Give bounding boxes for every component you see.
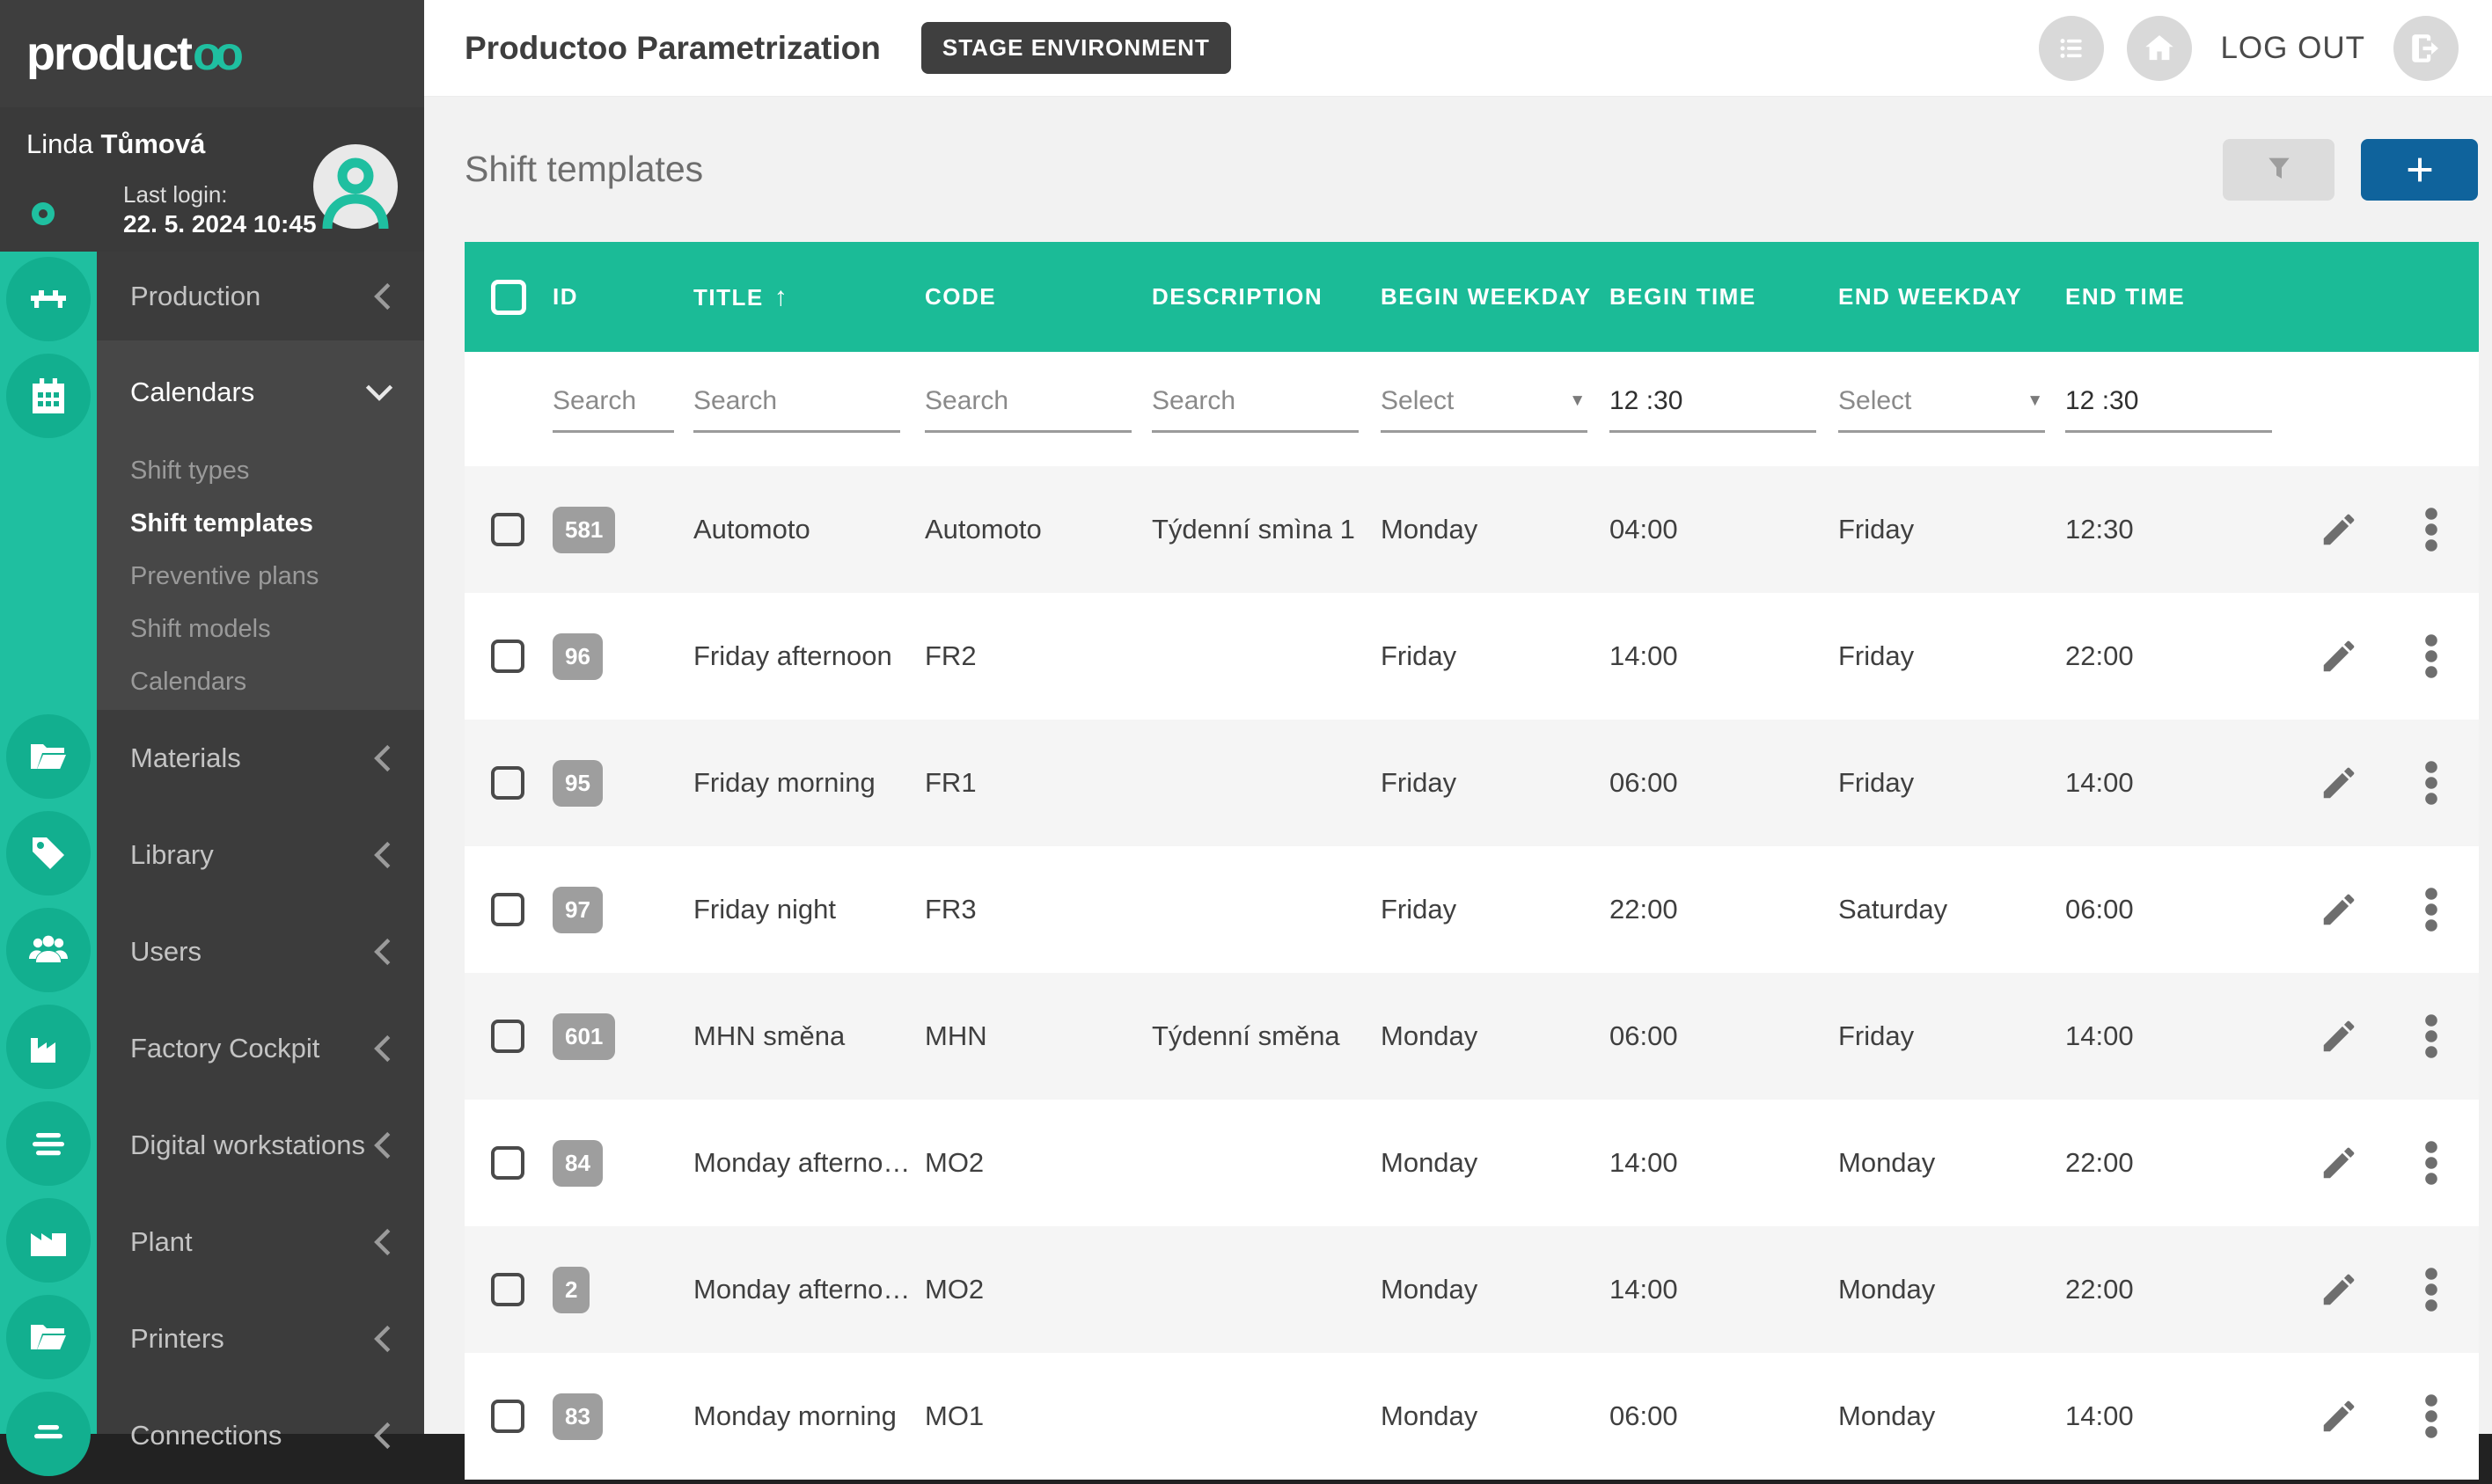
sidebar-item-label: Digital workstations — [130, 1129, 366, 1160]
sidebar-item-production[interactable] — [97, 252, 424, 340]
calendar-icon[interactable] — [6, 354, 91, 438]
row-actions — [2253, 887, 2479, 932]
topbar — [424, 0, 2492, 97]
id-badge: 581 — [553, 507, 615, 553]
table-row[interactable] — [465, 466, 2479, 593]
chevron-left-icon — [371, 937, 394, 967]
cell-end-weekday: Monday — [1838, 1274, 1936, 1305]
cell-begin-weekday: Monday — [1381, 1274, 1478, 1305]
cell-code: FR2 — [925, 640, 977, 671]
edit-pencil-icon[interactable] — [2319, 1016, 2359, 1056]
kebab-menu-icon[interactable] — [2424, 760, 2438, 806]
sidebar-subitem-shift-models[interactable]: Shift models — [130, 615, 271, 643]
cell-code: Automoto — [925, 514, 1042, 545]
plant-factory-icon[interactable] — [6, 1198, 91, 1283]
row-actions — [2253, 1013, 2479, 1059]
cell-title: Friday night — [693, 894, 836, 925]
tag-icon[interactable] — [6, 811, 91, 896]
cell-code: MO2 — [925, 1147, 985, 1178]
kebab-menu-icon[interactable] — [2424, 1267, 2438, 1312]
edit-pencil-icon[interactable] — [2319, 1143, 2359, 1183]
column-header-begin-weekday[interactable]: BEGIN WEEKDAY — [1381, 283, 1592, 310]
row-checkbox[interactable] — [491, 766, 524, 800]
page-title: Shift templates — [465, 149, 704, 189]
sidebar-subitem-preventive-plans[interactable]: Preventive plans — [130, 562, 319, 590]
sidebar-item-users[interactable] — [97, 903, 424, 1000]
cell-end-time: 14:00 — [2065, 767, 2134, 798]
begin-weekday-select[interactable]: Select ▼ — [1381, 386, 1587, 433]
row-checkbox[interactable] — [491, 893, 524, 926]
kebab-menu-icon[interactable] — [2424, 507, 2438, 552]
sidebar-item-label: Factory Cockpit — [130, 1033, 320, 1064]
connections-icon[interactable] — [6, 1392, 91, 1476]
table-row[interactable] — [465, 720, 2479, 846]
sidebar-item-label: Calendars — [130, 376, 255, 407]
sidebar-item-label: Materials — [130, 742, 241, 773]
cell-code: MO1 — [925, 1400, 985, 1431]
home-icon — [2141, 30, 2178, 67]
cell-begin-time: 14:00 — [1609, 1147, 1678, 1178]
logout-button[interactable]: LOG OUT — [2220, 30, 2365, 65]
user-panel — [0, 107, 424, 252]
column-header-id[interactable]: ID — [553, 283, 578, 310]
cell-code: FR1 — [925, 767, 977, 798]
topbar-actions — [2039, 16, 2459, 81]
kebab-menu-icon[interactable] — [2424, 1393, 2438, 1439]
plus-icon — [2402, 152, 2437, 187]
chevron-left-icon — [371, 1034, 394, 1064]
cell-code: MO2 — [925, 1274, 985, 1305]
add-button[interactable] — [2361, 139, 2478, 201]
sidebar-subitem-calendars[interactable]: Calendars — [130, 668, 247, 696]
table-row[interactable] — [465, 1100, 2479, 1226]
kebab-menu-icon[interactable] — [2424, 1140, 2438, 1186]
funnel-icon — [2261, 152, 2297, 187]
table-row[interactable] — [465, 846, 2479, 973]
app-title: Productoo Parametrization — [465, 29, 881, 66]
chevron-left-icon — [371, 1130, 394, 1160]
id-badge: 97 — [553, 887, 603, 933]
cell-end-time: 22:00 — [2065, 640, 2134, 671]
search-code-input[interactable]: Search — [925, 386, 1132, 433]
sidebar-item-printers[interactable] — [97, 1290, 424, 1387]
sidebar-item-label: Library — [130, 839, 214, 870]
cell-begin-weekday: Monday — [1381, 514, 1478, 545]
cell-begin-time: 06:00 — [1609, 767, 1678, 798]
home-button[interactable] — [2127, 16, 2192, 81]
chevron-left-icon — [371, 743, 394, 773]
cell-begin-weekday: Friday — [1381, 640, 1457, 671]
cell-end-weekday: Saturday — [1838, 894, 1948, 925]
row-actions — [2253, 760, 2479, 806]
row-actions — [2253, 633, 2479, 679]
cell-begin-weekday: Monday — [1381, 1020, 1478, 1051]
edit-pencil-icon[interactable] — [2319, 1269, 2359, 1310]
cell-end-weekday: Friday — [1838, 1020, 1915, 1051]
edit-pencil-icon[interactable] — [2319, 1396, 2359, 1436]
cell-begin-time: 04:00 — [1609, 514, 1678, 545]
cell-title: MHN směna — [693, 1020, 846, 1051]
lines-icon[interactable] — [6, 1101, 91, 1186]
cell-end-weekday: Monday — [1838, 1400, 1936, 1431]
end-weekday-select[interactable]: Select ▼ — [1838, 386, 2045, 433]
cell-end-time: 22:00 — [2065, 1274, 2134, 1305]
row-checkbox[interactable] — [491, 1020, 524, 1053]
cell-begin-weekday: Friday — [1381, 894, 1457, 925]
kebab-menu-icon[interactable] — [2424, 887, 2438, 932]
table-row[interactable] — [465, 1353, 2479, 1480]
row-actions — [2253, 1140, 2479, 1186]
dropdown-arrow-icon: ▼ — [1569, 391, 1586, 410]
folder-open-icon[interactable] — [6, 714, 91, 799]
cell-end-time: 22:00 — [2065, 1147, 2134, 1178]
column-header-end-weekday[interactable]: END WEEKDAY — [1838, 283, 2023, 310]
search-description-input[interactable]: Search — [1152, 386, 1359, 433]
kebab-menu-icon[interactable] — [2424, 1013, 2438, 1059]
cell-end-weekday: Friday — [1838, 767, 1915, 798]
column-header-description[interactable]: DESCRIPTION — [1152, 283, 1323, 310]
sort-asc-icon: ↑ — [773, 281, 789, 311]
cell-description: Týdenní směna — [1152, 1020, 1340, 1051]
status-ring-icon — [32, 202, 55, 225]
id-badge: 83 — [553, 1393, 603, 1440]
last-login — [123, 179, 317, 239]
cell-title: Monday morning — [693, 1400, 897, 1431]
cell-title: Friday morning — [693, 767, 876, 798]
sidebar-item-calendars[interactable] — [97, 340, 424, 444]
edit-pencil-icon[interactable] — [2319, 889, 2359, 930]
sidebar-item-label: Production — [130, 280, 261, 311]
cell-title: Monday afterno… — [693, 1147, 911, 1178]
last-login-label: Last login: — [123, 181, 228, 208]
dropdown-arrow-icon: ▼ — [2027, 391, 2043, 410]
table-body — [465, 466, 2479, 1480]
id-badge: 96 — [553, 633, 603, 680]
sidebar-item-label: Plant — [130, 1226, 193, 1257]
table-row[interactable] — [465, 973, 2479, 1100]
row-checkbox[interactable] — [491, 513, 524, 546]
cell-begin-weekday: Friday — [1381, 767, 1457, 798]
users-icon[interactable] — [6, 908, 91, 992]
chevron-down-icon — [364, 381, 394, 404]
shift-templates-table — [465, 242, 2479, 1434]
sidebar-item-label: Users — [130, 936, 202, 967]
list-icon — [2054, 31, 2089, 66]
production-line-icon[interactable] — [6, 257, 91, 341]
column-header-title[interactable]: TITLE ↑ — [693, 281, 789, 311]
row-checkbox[interactable] — [491, 640, 524, 673]
cell-end-time: 12:30 — [2065, 514, 2134, 545]
chevron-left-icon — [371, 281, 394, 311]
user-name: Linda Tůmová — [26, 128, 206, 159]
select-all-checkbox[interactable] — [491, 280, 526, 315]
head-buttons — [2223, 139, 2478, 201]
sidebar-subitem-shift-types[interactable]: Shift types — [130, 457, 250, 485]
person-icon — [313, 144, 398, 229]
cell-begin-time: 06:00 — [1609, 1020, 1678, 1051]
cell-end-weekday: Friday — [1838, 640, 1915, 671]
sidebar-item-label: Connections — [130, 1420, 282, 1451]
cell-end-weekday: Monday — [1838, 1147, 1936, 1178]
row-checkbox[interactable] — [491, 1400, 524, 1433]
id-badge: 601 — [553, 1013, 615, 1060]
logo[interactable] — [0, 0, 424, 107]
cell-begin-time: 22:00 — [1609, 894, 1678, 925]
table-row[interactable] — [465, 1226, 2479, 1353]
calendars-submenu — [97, 444, 424, 710]
search-title-input[interactable]: Search — [693, 386, 900, 433]
column-header-end-time[interactable]: END TIME — [2065, 283, 2186, 310]
row-actions — [2253, 1393, 2479, 1439]
row-actions — [2253, 1267, 2479, 1312]
sidebar-item-materials[interactable] — [97, 710, 424, 807]
sidebar-menu — [97, 252, 424, 1451]
sidebar-item-digital-workstations[interactable] — [97, 1097, 424, 1194]
sidebar — [0, 0, 424, 1451]
kebab-menu-icon[interactable] — [2424, 633, 2438, 679]
cell-code: MHN — [925, 1020, 987, 1051]
cell-end-time: 14:00 — [2065, 1400, 2134, 1431]
sidebar-section-calendars — [97, 340, 424, 710]
end-time-input[interactable]: 12 :30 — [2065, 386, 2272, 433]
column-header-code[interactable]: CODE — [925, 283, 997, 310]
factory-icon[interactable] — [6, 1005, 91, 1089]
id-badge: 95 — [553, 760, 603, 807]
cell-title: Automoto — [693, 514, 810, 545]
cell-title: Monday afterno… — [693, 1274, 911, 1305]
cell-end-time: 06:00 — [2065, 894, 2134, 925]
edit-pencil-icon[interactable] — [2319, 509, 2359, 550]
chevron-left-icon — [371, 1324, 394, 1354]
cell-description: Týdenní smìna 1 — [1152, 514, 1355, 545]
cell-begin-weekday: Monday — [1381, 1400, 1478, 1431]
row-checkbox[interactable] — [491, 1273, 524, 1306]
cell-end-time: 14:00 — [2065, 1020, 2134, 1051]
sidebar-subitem-shift-templates[interactable]: Shift templates — [130, 509, 313, 537]
edit-pencil-icon[interactable] — [2319, 636, 2359, 676]
cell-end-weekday: Friday — [1838, 514, 1915, 545]
logout-icon — [2408, 30, 2444, 67]
sidebar-item-plant[interactable] — [97, 1194, 424, 1290]
table-row[interactable] — [465, 593, 2479, 720]
chevron-left-icon — [371, 1227, 394, 1257]
logout-icon-button[interactable] — [2393, 16, 2459, 81]
cell-title: Friday afternoon — [693, 640, 892, 671]
sidebar-item-library[interactable] — [97, 807, 424, 903]
sidebar-item-connections[interactable] — [97, 1387, 424, 1484]
printers-folder-icon[interactable] — [6, 1295, 91, 1379]
chevron-left-icon — [371, 840, 394, 870]
cell-begin-weekday: Monday — [1381, 1147, 1478, 1178]
row-checkbox[interactable] — [491, 1146, 524, 1180]
cell-begin-time: 14:00 — [1609, 1274, 1678, 1305]
search-id-input[interactable]: Search — [553, 386, 674, 433]
column-header-begin-time[interactable]: BEGIN TIME — [1609, 283, 1756, 310]
icon-rail — [0, 252, 97, 1434]
filter-button[interactable] — [2223, 139, 2334, 201]
cell-code: FR3 — [925, 894, 977, 925]
chevron-left-icon — [371, 1421, 394, 1451]
main-content — [424, 97, 2492, 1434]
logo-text: product — [26, 27, 191, 80]
row-actions — [2253, 507, 2479, 552]
cell-begin-time: 14:00 — [1609, 640, 1678, 671]
cell-begin-time: 06:00 — [1609, 1400, 1678, 1431]
productoo-logo — [26, 26, 237, 81]
avatar — [313, 144, 398, 229]
page-head — [465, 97, 2478, 242]
sidebar-item-factory-cockpit[interactable] — [97, 1000, 424, 1097]
last-login-value: 22. 5. 2024 10:45 — [123, 210, 317, 238]
environment-badge: STAGE ENVIRONMENT — [921, 22, 1231, 74]
sidebar-item-label: Printers — [130, 1323, 224, 1354]
edit-pencil-icon[interactable] — [2319, 763, 2359, 803]
id-badge: 84 — [553, 1140, 603, 1187]
table-header — [465, 242, 2479, 352]
begin-time-input[interactable]: 12 :30 — [1609, 386, 1816, 433]
list-menu-button[interactable] — [2039, 16, 2104, 81]
filter-row — [465, 352, 2479, 466]
logo-infinity: oo — [192, 27, 237, 80]
id-badge: 2 — [553, 1267, 590, 1313]
